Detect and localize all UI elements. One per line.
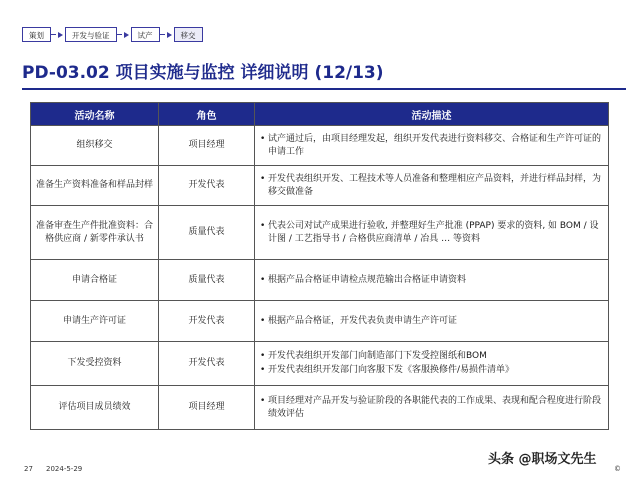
description-bullet: • 开发代表组织开发、工程技术等人员准备和整理相应产品资料，并进行样品封样，为移交做准备 bbox=[259, 173, 604, 199]
description-bullet: • 根据产品合格证申请检点规范输出合格证申请资料 bbox=[259, 274, 604, 287]
step-handover: 移交 bbox=[174, 27, 203, 42]
table-row bbox=[31, 260, 609, 301]
activity-name: 下发受控资料 bbox=[31, 342, 159, 386]
activity-description bbox=[255, 206, 609, 260]
activity-name: 评估项目成员绩效 bbox=[31, 386, 159, 430]
role: 开发代表 bbox=[159, 301, 255, 342]
copyright-mark: © bbox=[614, 465, 621, 473]
activity-name: 申请生产许可证 bbox=[31, 301, 159, 342]
process-steps bbox=[22, 27, 203, 42]
page-number: 27 bbox=[24, 465, 33, 473]
table-row bbox=[31, 342, 609, 386]
arrow-right-icon bbox=[167, 32, 172, 38]
activity-name: 准备审查生产件批准资料：合格供应商 / 新零件承认书 bbox=[31, 206, 159, 260]
activity-name: 准备生产资料准备和样品封样 bbox=[31, 166, 159, 206]
activity-name: 申请合格证 bbox=[31, 260, 159, 301]
table-row bbox=[31, 206, 609, 260]
step-arrow-line bbox=[160, 34, 165, 35]
activity-description bbox=[255, 301, 609, 342]
table-row bbox=[31, 166, 609, 206]
role: 开发代表 bbox=[159, 342, 255, 386]
description-bullet: • 代表公司对试产成果进行验收, 并整理好生产批准 (PPAP) 要求的资料, 如 BOM / 设计图 / 工艺指导书 / 合格供应商清单 / 冶具 … 等资料 bbox=[259, 220, 604, 246]
description-bullet: • 根据产品合格证，开发代表负责申请生产许可证 bbox=[259, 315, 604, 328]
arrow-right-icon bbox=[124, 32, 129, 38]
activity-description bbox=[255, 260, 609, 301]
step-planning: 策划 bbox=[22, 27, 51, 42]
activity-name: 组织移交 bbox=[31, 126, 159, 166]
activity-description bbox=[255, 386, 609, 430]
role: 质量代表 bbox=[159, 260, 255, 301]
footer-date: 2024-5-29 bbox=[46, 465, 83, 473]
role: 项目经理 bbox=[159, 386, 255, 430]
activity-table bbox=[30, 102, 609, 430]
table-row bbox=[31, 386, 609, 430]
arrow-right-icon bbox=[58, 32, 63, 38]
role: 质量代表 bbox=[159, 206, 255, 260]
table-row bbox=[31, 126, 609, 166]
role: 项目经理 bbox=[159, 126, 255, 166]
table-header-row bbox=[31, 103, 609, 126]
description-bullet: • 项目经理对产品开发与验证阶段的各职能代表的工作成果、表现和配合程度进行阶段绩效评估 bbox=[259, 395, 604, 421]
table-row bbox=[31, 301, 609, 342]
header-description: 活动描述 bbox=[255, 103, 609, 126]
step-arrow-line bbox=[51, 34, 56, 35]
activity-description bbox=[255, 126, 609, 166]
page-title: PD-03.02 项目实施与监控 详细说明 (12/13) bbox=[22, 63, 384, 83]
step-development: 开发与验证 bbox=[65, 27, 117, 42]
role: 开发代表 bbox=[159, 166, 255, 206]
step-trial-production: 试产 bbox=[131, 27, 160, 42]
header-activity: 活动名称 bbox=[31, 103, 159, 126]
title-divider bbox=[22, 88, 626, 90]
activity-description bbox=[255, 166, 609, 206]
description-bullet: • 试产通过后，由项目经理发起，组织开发代表进行资料移交、合格证和生产许可证的申请工作 bbox=[259, 133, 604, 159]
description-bullet: • 开发代表组织开发部门向客服下发《客服换修件/易损件清单》 bbox=[259, 364, 604, 377]
step-arrow-line bbox=[117, 34, 122, 35]
description-bullet: • 开发代表组织开发部门向制造部门下发受控图纸和BOM bbox=[259, 350, 604, 363]
watermark: 头条 @职场文先生 bbox=[488, 452, 597, 467]
header-role: 角色 bbox=[159, 103, 255, 126]
activity-description bbox=[255, 342, 609, 386]
